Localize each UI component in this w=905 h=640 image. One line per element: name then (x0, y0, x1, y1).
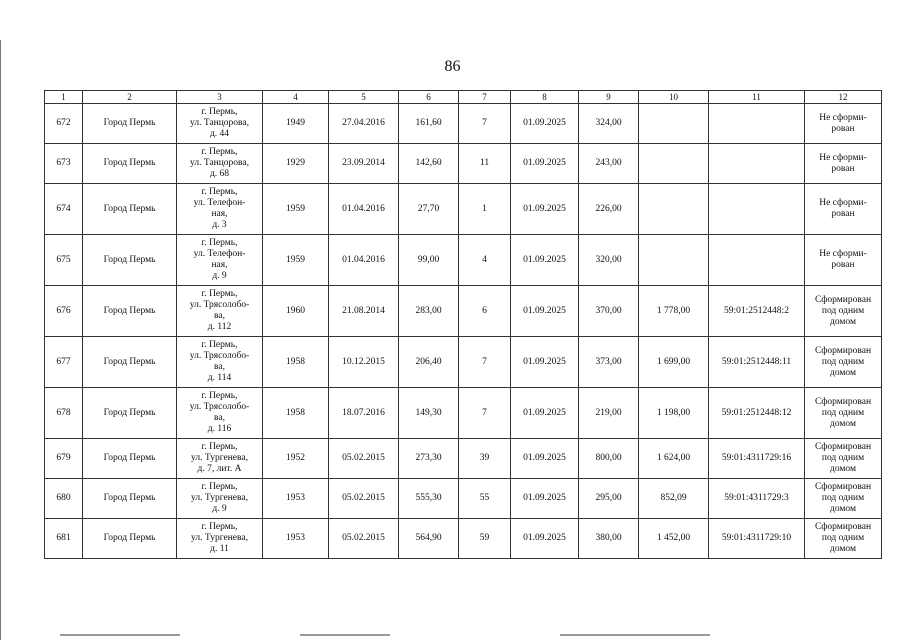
cell-status-line: под одним (821, 407, 865, 418)
col-header: 10 (639, 91, 709, 104)
cell-area: 27,70 (399, 184, 459, 235)
cell-deadline: 01.09.2025 (511, 235, 579, 286)
cell-status-line: под одним (821, 533, 865, 543)
cell-col9: 380,00 (579, 519, 639, 559)
cell-address-line: д. 116 (207, 424, 232, 434)
cell-status (805, 388, 882, 439)
cell-year: 1958 (263, 337, 329, 388)
table-row (45, 104, 882, 144)
cell-count: 4 (459, 235, 511, 286)
cell-area: 161,60 (399, 104, 459, 144)
col-header: 9 (579, 91, 639, 104)
cell-address-line: г. Пермь, (201, 187, 238, 197)
cell-address-line: г. Пермь, (201, 238, 238, 248)
cell-count: 7 (459, 388, 511, 439)
cell-address-line: ул. Тургенева, (191, 533, 248, 543)
cell-address (177, 388, 263, 439)
cell-address-line: г. Пермь, (201, 107, 238, 117)
cell-cadastral-number: 59:01:4311729:3 (709, 479, 805, 519)
cell-date: 01.04.2016 (329, 184, 399, 235)
cell-year: 1949 (263, 104, 329, 144)
cell-status-line: Сформирован (814, 442, 872, 452)
cell-municipality: Город Пермь (83, 519, 177, 559)
cell-count: 1 (459, 184, 511, 235)
cell-status (805, 104, 882, 144)
cell-status (805, 235, 882, 286)
header-row (45, 91, 882, 104)
table-row (45, 388, 882, 439)
cell-status-line: под одним (821, 356, 865, 367)
cell-status-line: Не сформи- (819, 152, 867, 163)
cell-status-line: рован (831, 260, 855, 270)
cell-col9: 219,00 (579, 388, 639, 439)
cell-count: 55 (459, 479, 511, 519)
cell-status (805, 519, 882, 559)
cell-address-line: ул. Трясолобо- (189, 300, 250, 310)
cell-col9: 320,00 (579, 235, 639, 286)
cell-area: 206,40 (399, 337, 459, 388)
col-header: 7 (459, 91, 511, 104)
table-row (45, 479, 882, 519)
cell-deadline: 01.09.2025 (511, 337, 579, 388)
cell-year: 1953 (263, 519, 329, 559)
col-header: 12 (805, 91, 882, 104)
cell-status-line: домом (830, 316, 856, 327)
cell-address-line: д. 112 (207, 322, 232, 332)
cell-date: 05.02.2015 (329, 519, 399, 559)
cell-land-area: 852,09 (639, 479, 709, 519)
cell-cadastral-number: 59:01:4311729:16 (709, 439, 805, 479)
cell-year: 1929 (263, 144, 329, 184)
cell-status-line: Сформирован (814, 396, 872, 407)
cell-address-line: г. Пермь, (201, 442, 238, 452)
cell-address (177, 337, 263, 388)
cell-date: 05.02.2015 (329, 479, 399, 519)
table-row (45, 144, 882, 184)
col-header: 3 (177, 91, 263, 104)
cell-address-line: г. Пермь, (201, 289, 238, 299)
cell-municipality: Город Пермь (83, 235, 177, 286)
cell-address (177, 184, 263, 235)
cell-address-line: д. 9 (212, 271, 227, 281)
col-header: 5 (329, 91, 399, 104)
cell-address-line: г. Пермь, (201, 391, 238, 401)
cell-col9: 226,00 (579, 184, 639, 235)
cell-status-line: домом (830, 418, 856, 429)
cell-address-line: г. Пермь, (201, 147, 238, 157)
cell-cadastral-number: 59:01:2512448:12 (709, 388, 805, 439)
cell-status-line: рован (831, 123, 855, 134)
table-row (45, 286, 882, 337)
cell-address-line: ул. Трясолобо- (189, 351, 250, 361)
cell-date: 27.04.2016 (329, 104, 399, 144)
cell-municipality: Город Пермь (83, 286, 177, 337)
cell-number: 678 (45, 388, 83, 439)
cell-address (177, 519, 263, 559)
cell-address-line: ва, (214, 413, 225, 423)
cell-status (805, 144, 882, 184)
cell-address-line: д. 3 (212, 220, 227, 230)
cell-number: 674 (45, 184, 83, 235)
cell-status (805, 184, 882, 235)
cell-status-line: Сформирован (814, 482, 872, 492)
cell-address (177, 144, 263, 184)
cell-cadastral-number: 59:01:2512448:2 (709, 286, 805, 337)
cell-area: 273,30 (399, 439, 459, 479)
cell-area: 555,30 (399, 479, 459, 519)
cell-status-line: домом (830, 504, 856, 514)
cell-address-line: ул. Тургенева, (191, 493, 248, 503)
cell-address-line: ва, (214, 362, 225, 372)
cell-land-area: 1 699,00 (639, 337, 709, 388)
cell-year: 1952 (263, 439, 329, 479)
table-body (45, 104, 882, 559)
cell-date: 21.08.2014 (329, 286, 399, 337)
col-header: 8 (511, 91, 579, 104)
table-row (45, 184, 882, 235)
cell-date: 18.07.2016 (329, 388, 399, 439)
cell-deadline: 01.09.2025 (511, 144, 579, 184)
cell-status-line: рован (831, 163, 855, 174)
cell-municipality: Город Пермь (83, 337, 177, 388)
cell-deadline: 01.09.2025 (511, 519, 579, 559)
cell-land-area: 1 198,00 (639, 388, 709, 439)
cell-count: 7 (459, 104, 511, 144)
col-header: 2 (83, 91, 177, 104)
cell-status (805, 479, 882, 519)
table-row (45, 519, 882, 559)
cell-area: 149,30 (399, 388, 459, 439)
cell-cadastral-number (709, 184, 805, 235)
cell-area: 142,60 (399, 144, 459, 184)
cell-land-area (639, 235, 709, 286)
cell-area: 283,00 (399, 286, 459, 337)
cell-address-line: ул. Танцорова, (190, 158, 249, 168)
cell-number: 680 (45, 479, 83, 519)
cell-address (177, 104, 263, 144)
cell-number: 677 (45, 337, 83, 388)
cell-deadline: 01.09.2025 (511, 104, 579, 144)
cell-col9: 800,00 (579, 439, 639, 479)
cell-number: 679 (45, 439, 83, 479)
cell-col9: 243,00 (579, 144, 639, 184)
cell-deadline: 01.09.2025 (511, 286, 579, 337)
cell-municipality: Город Пермь (83, 479, 177, 519)
cell-address (177, 235, 263, 286)
col-header: 4 (263, 91, 329, 104)
cell-status-line: Не сформи- (819, 198, 867, 208)
cell-status (805, 286, 882, 337)
cell-year: 1958 (263, 388, 329, 439)
cell-date: 05.02.2015 (329, 439, 399, 479)
cell-year: 1959 (263, 235, 329, 286)
cell-deadline: 01.09.2025 (511, 479, 579, 519)
cell-status-line: домом (830, 367, 856, 378)
cell-address-line: д. 7, лит. А (197, 464, 242, 474)
cell-cadastral-number: 59:01:2512448:11 (709, 337, 805, 388)
cell-address (177, 479, 263, 519)
cell-land-area (639, 144, 709, 184)
cell-cadastral-number (709, 235, 805, 286)
cell-year: 1960 (263, 286, 329, 337)
cell-area: 99,00 (399, 235, 459, 286)
cell-land-area (639, 184, 709, 235)
registry-table (44, 90, 882, 559)
cell-date: 23.09.2014 (329, 144, 399, 184)
cell-status-line: под одним (821, 453, 865, 463)
cell-col9: 324,00 (579, 104, 639, 144)
cell-year: 1953 (263, 479, 329, 519)
cell-address (177, 286, 263, 337)
cell-land-area (639, 104, 709, 144)
cell-cadastral-number: 59:01:4311729:10 (709, 519, 805, 559)
cell-status-line: Сформирован (814, 345, 872, 356)
cell-address-line: ул. Тургенева, (191, 453, 248, 463)
cell-number: 676 (45, 286, 83, 337)
cell-date: 01.04.2016 (329, 235, 399, 286)
cell-address (177, 439, 263, 479)
cell-address-line: д. 44 (209, 129, 230, 139)
table-row (45, 337, 882, 388)
cell-address-line: ная, (211, 209, 228, 219)
cell-address-line: г. Пермь, (201, 340, 238, 350)
cell-land-area: 1 778,00 (639, 286, 709, 337)
col-header: 1 (45, 91, 83, 104)
page-edge-line (0, 40, 1, 640)
cell-address-line: ул. Танцорова, (190, 118, 249, 128)
cell-area: 564,90 (399, 519, 459, 559)
cell-count: 11 (459, 144, 511, 184)
cell-number: 675 (45, 235, 83, 286)
cell-address-line: д. 11 (210, 544, 229, 554)
cell-year: 1959 (263, 184, 329, 235)
cell-address-line: г. Пермь, (201, 482, 238, 492)
cell-deadline: 01.09.2025 (511, 184, 579, 235)
col-header: 11 (709, 91, 805, 104)
cell-count: 39 (459, 439, 511, 479)
cell-status-line: Сформирован (814, 294, 872, 305)
cell-status-line: под одним (821, 493, 865, 503)
cell-municipality: Город Пермь (83, 104, 177, 144)
cell-col9: 295,00 (579, 479, 639, 519)
cell-status-line: Не сформи- (819, 249, 867, 259)
cell-address-line: ная, (211, 260, 228, 270)
cell-count: 7 (459, 337, 511, 388)
cell-number: 672 (45, 104, 83, 144)
cell-status-line: под одним (821, 305, 865, 316)
scan-bottom-edge (0, 630, 905, 640)
cell-land-area: 1 624,00 (639, 439, 709, 479)
cell-number: 673 (45, 144, 83, 184)
cell-municipality: Город Пермь (83, 144, 177, 184)
cell-col9: 373,00 (579, 337, 639, 388)
cell-count: 59 (459, 519, 511, 559)
cell-municipality: Город Пермь (83, 388, 177, 439)
cell-status-line: домом (830, 544, 856, 554)
col-header: 6 (399, 91, 459, 104)
cell-status-line: Сформирован (814, 522, 872, 532)
cell-address-line: д. 68 (209, 169, 230, 179)
cell-status (805, 439, 882, 479)
cell-cadastral-number (709, 144, 805, 184)
page-number: 86 (444, 58, 461, 75)
cell-address-line: ул. Трясолобо- (189, 402, 250, 412)
table-row (45, 439, 882, 479)
table-row (45, 235, 882, 286)
cell-address-line: д. 9 (212, 504, 227, 514)
cell-status-line: Не сформи- (819, 112, 867, 123)
cell-address-line: ул. Телефон- (193, 198, 246, 208)
cell-municipality: Город Пермь (83, 184, 177, 235)
cell-date: 10.12.2015 (329, 337, 399, 388)
cell-address-line: ул. Телефон- (193, 249, 246, 259)
cell-count: 6 (459, 286, 511, 337)
cell-status (805, 337, 882, 388)
cell-deadline: 01.09.2025 (511, 388, 579, 439)
cell-land-area: 1 452,00 (639, 519, 709, 559)
cell-deadline: 01.09.2025 (511, 439, 579, 479)
cell-address-line: д. 114 (207, 373, 232, 383)
cell-municipality: Город Пермь (83, 439, 177, 479)
cell-col9: 370,00 (579, 286, 639, 337)
cell-number: 681 (45, 519, 83, 559)
cell-status-line: рован (831, 209, 855, 219)
cell-address-line: г. Пермь, (201, 522, 238, 532)
cell-address-line: ва, (214, 311, 225, 321)
cell-cadastral-number (709, 104, 805, 144)
cell-status-line: домом (830, 464, 856, 474)
